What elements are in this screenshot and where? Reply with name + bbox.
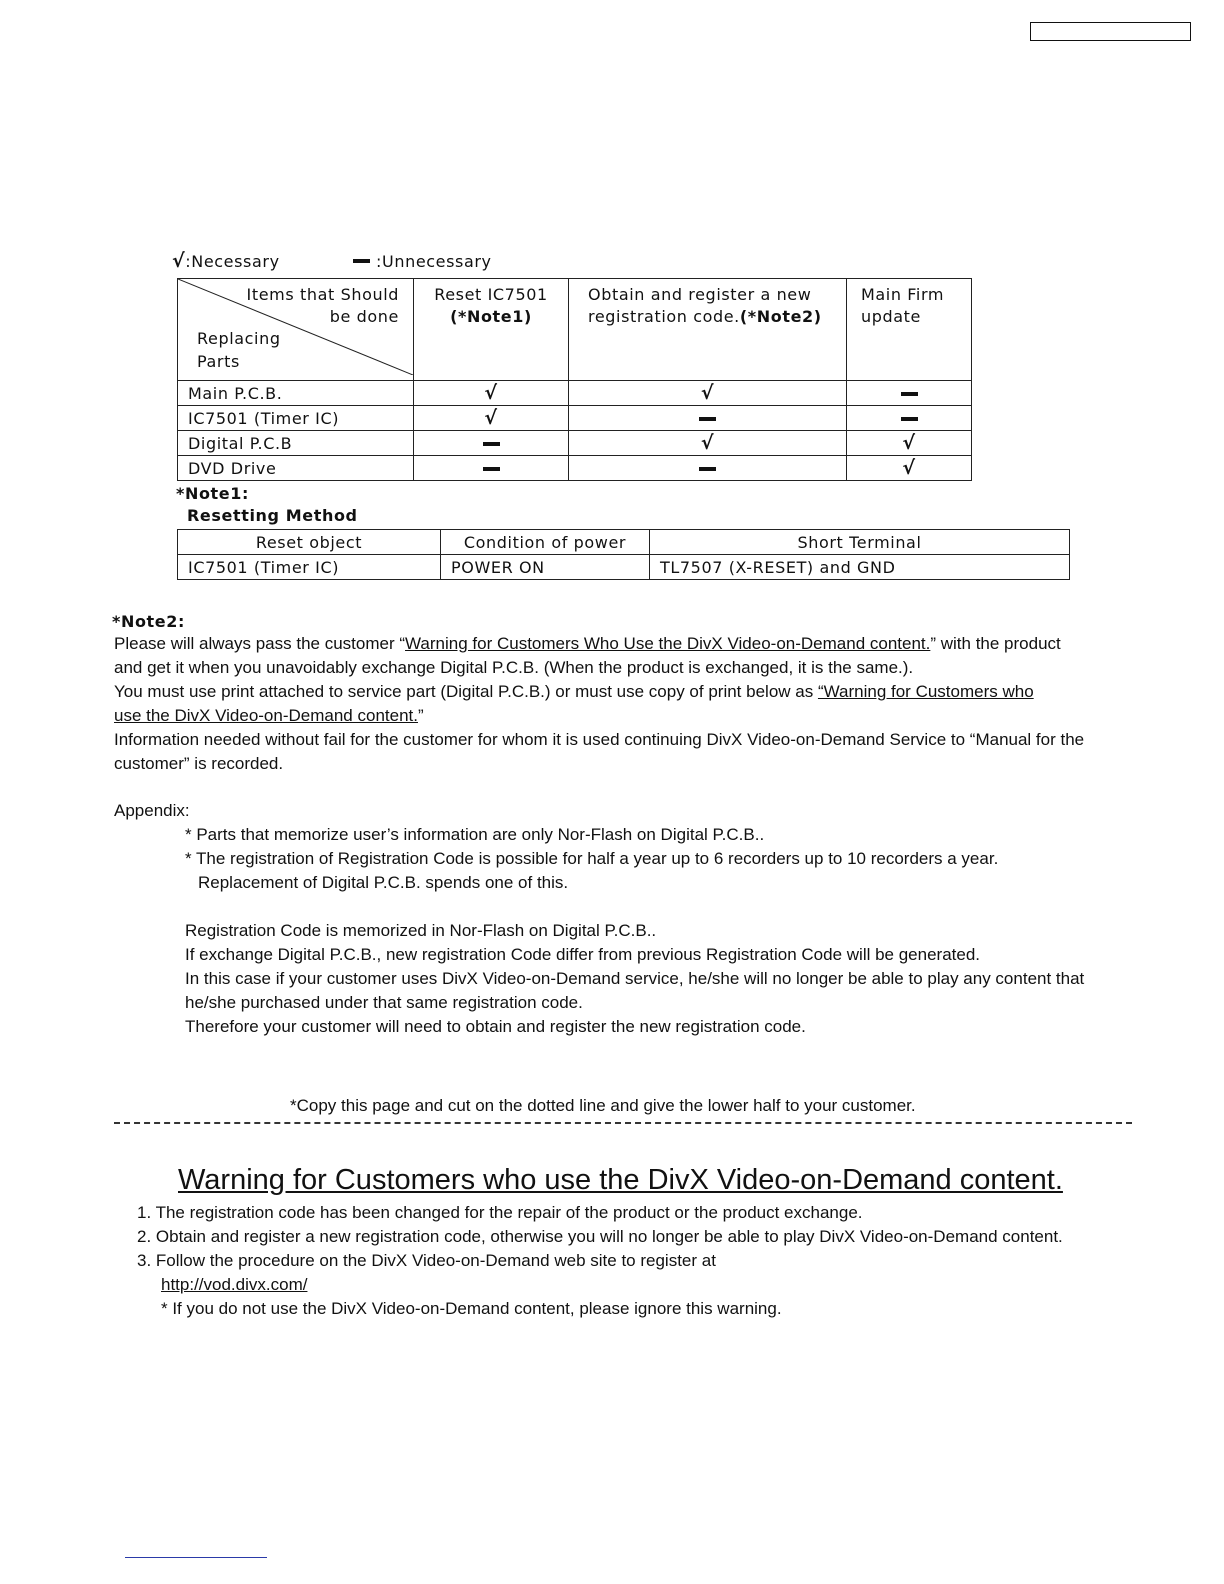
diag-bottom-label-2: Parts	[197, 352, 240, 371]
legend-necessary: :Necessary	[185, 251, 280, 271]
reset-header-power: Condition of power	[441, 530, 650, 555]
appendix-bullet: * The registration of Registration Code is possible for half a year up to 6 recorders up to 10 recorders a year.	[185, 849, 999, 868]
check-icon: √	[484, 382, 498, 404]
legend	[172, 250, 492, 272]
check-icon: √	[172, 250, 186, 272]
row-part-label: DVD Drive	[178, 456, 414, 481]
table-row	[178, 431, 972, 456]
col-register-header	[569, 279, 847, 381]
warning-list	[137, 1201, 1137, 1321]
footer-rule	[125, 1557, 267, 1558]
warning-title: Warning for Customers who use the DivX Video-on-Demand content.	[178, 1164, 1063, 1196]
note2-text: customer” is recorded.	[114, 754, 284, 773]
dash-icon	[901, 392, 918, 396]
appendix-line: Registration Code is memorized in Nor-Flash on Digital P.C.B..	[185, 921, 657, 940]
copy-instruction: *Copy this page and cut on the dotted line and give the lower half to your customer.	[290, 1096, 916, 1115]
reset-cell-terminal: TL7507 (X-RESET) and GND	[650, 555, 1070, 580]
note2-text: ” with the product	[930, 634, 1061, 653]
diag-bottom-label: Replacing	[197, 329, 281, 348]
warning-item: 1. The registration code has been changed for the repair of the product or the product exchange.	[137, 1203, 863, 1222]
warning-ignore-note: * If you do not use the DivX Video-on-Demand content, please ignore this warning.	[161, 1299, 782, 1318]
row-part-label: Digital P.C.B	[178, 431, 414, 456]
appendix-bullet-cont: Replacement of Digital P.C.B. spends one of this.	[198, 873, 569, 892]
row-part-label: Main P.C.B.	[178, 381, 414, 406]
dash-icon	[699, 467, 716, 471]
note1-label: *Note1:	[176, 484, 249, 503]
table-row	[178, 456, 972, 481]
col-reset-note: (*Note1)	[450, 307, 532, 326]
col-firm-header	[847, 279, 972, 381]
table-row	[178, 406, 972, 431]
note1-title: Resetting Method	[187, 506, 358, 525]
check-icon: √	[700, 382, 715, 404]
col-register-label-2: registration code.	[588, 307, 740, 326]
page-header-box	[1030, 22, 1191, 41]
dash-icon	[353, 259, 370, 263]
diag-top-label: Items that Should	[246, 285, 399, 304]
check-icon: √	[902, 457, 916, 479]
legend-unnecessary: :Unnecessary	[376, 251, 492, 271]
appendix-line: If exchange Digital P.C.B., new registration Code differ from previous Registration Code will be generated.	[185, 945, 981, 964]
note2-text: Please will always pass the customer “	[114, 634, 406, 653]
check-icon: √	[902, 432, 916, 454]
parts-table	[177, 278, 972, 481]
note2-text: and get it when you unavoidably exchange Digital P.C.B. (When the product is exchanged, it is the same.).	[114, 658, 914, 677]
appendix-paragraph	[185, 919, 1165, 1039]
check-icon: √	[484, 407, 498, 429]
reset-header-terminal: Short Terminal	[650, 530, 1070, 555]
col-firm-label: Main Firm	[861, 285, 945, 304]
warning-reference-link: “Warning for Customers who	[817, 682, 1034, 701]
note2-body	[114, 632, 1174, 776]
diag-top-label-2: be done	[329, 307, 399, 326]
dash-icon	[483, 467, 500, 471]
table-row	[178, 381, 972, 406]
row-part-label: IC7501 (Timer IC)	[178, 406, 414, 431]
warning-reference-link: Warning for Customers Who Use the DivX Video-on-Demand content.	[405, 634, 931, 653]
col-reset-label: Reset IC7501	[434, 285, 548, 304]
dash-icon	[483, 442, 500, 446]
cut-line	[114, 1122, 1132, 1124]
col-firm-label-2: update	[861, 307, 921, 326]
col-register-note: (*Note2)	[739, 307, 822, 326]
appendix-line: Therefore your customer will need to obtain and register the new registration code.	[185, 1017, 806, 1036]
table-row	[178, 555, 1070, 580]
appendix-line: In this case if your customer uses DivX Video-on-Demand service, he/she will no longer be able to play any content that	[185, 969, 1085, 988]
appendix-label: Appendix:	[114, 801, 190, 820]
parts-table-header	[178, 279, 972, 381]
reset-table	[177, 529, 1070, 580]
warning-item: 2. Obtain and register a new registration code, otherwise you will no longer be able to play DivX Video-on-Demand content.	[137, 1227, 1063, 1246]
warning-reference-link: use the DivX Video-on-Demand content.	[114, 706, 418, 725]
check-icon: √	[700, 432, 715, 454]
appendix-bullets	[185, 823, 1165, 895]
col-register-label: Obtain and register a new	[588, 285, 812, 304]
table-row	[178, 530, 1070, 555]
note2-text: You must use print attached to service part (Digital P.C.B.) or must use copy of print below as	[114, 682, 818, 701]
note2-text: Information needed without fail for the customer for whom it is used continuing DivX Video-on-Demand Service to “Manual for the	[114, 730, 1085, 749]
diag-header-cell	[178, 279, 414, 381]
note2-text: ”	[417, 706, 424, 725]
appendix-bullet: * Parts that memorize user’s information are only Nor-Flash on Digital P.C.B..	[185, 825, 765, 844]
warning-item: 3. Follow the procedure on the DivX Video-on-Demand web site to register at	[137, 1251, 716, 1270]
reset-header-object: Reset object	[178, 530, 441, 555]
appendix-line: he/she purchased under that same registration code.	[185, 993, 583, 1012]
dash-icon	[901, 417, 918, 421]
reset-cell-power: POWER ON	[441, 555, 650, 580]
dash-icon	[699, 417, 716, 421]
reset-cell-object: IC7501 (Timer IC)	[178, 555, 441, 580]
note2-label: *Note2:	[112, 612, 185, 631]
col-reset-header	[414, 279, 569, 381]
divx-url-link[interactable]: http://vod.divx.com/	[161, 1275, 308, 1294]
